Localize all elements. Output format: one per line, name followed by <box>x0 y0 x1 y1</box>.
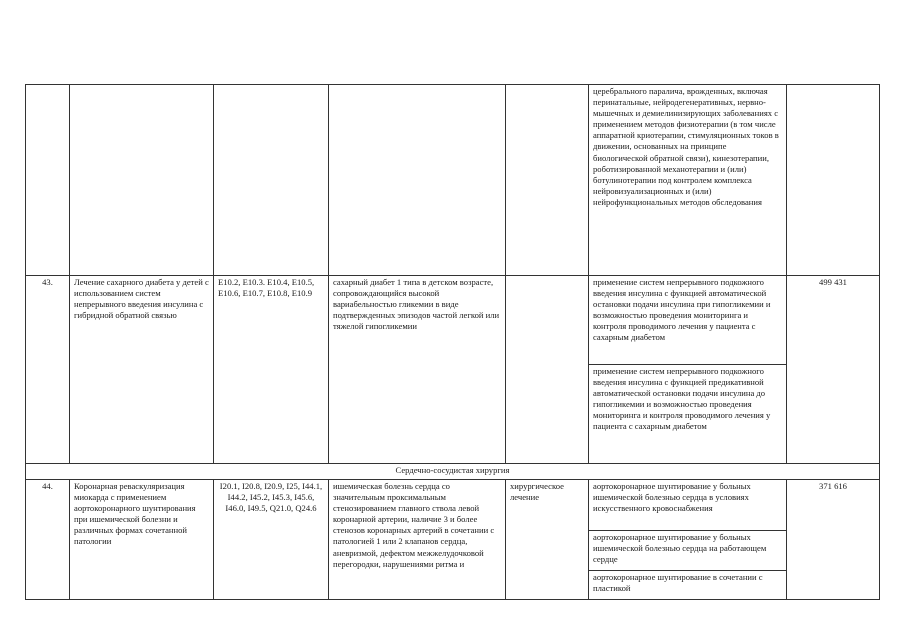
icd-codes: I20.1, I20.8, I20.9, I25, I44.1, I44.2, I45.2, I45.3, I45.6, I46.0, I49.5, Q21.0, Q24.6 <box>214 480 329 600</box>
method-cell: применение систем непрерывного подкожного введения инсулина с функцией предикативной автоматической остановки подачи инсулина до гипогликемии и возможностью проведения мониторинга и контроля проводимого лечения у пациента с сахарным диабетом <box>589 365 787 464</box>
method-cell: аортокоронарное шунтирование у больных ишемической болезнью сердца в условиях искусственного кровоснабжения <box>589 480 787 531</box>
care-type-name: Коронарная реваскуляризация миокарда с применением аортокоронарного шунтирования при ишемической болезни и различных формах сочетанной патологии <box>70 480 214 600</box>
table-row <box>26 276 880 365</box>
cell-empty <box>506 85 589 276</box>
continuation-row <box>26 85 880 276</box>
method-cell: аортокоронарное шунтирование в сочетании с пластикой <box>589 571 787 600</box>
medical-care-table <box>25 84 880 600</box>
cell-empty <box>214 85 329 276</box>
method-cell: аортокоронарное шунтирование у больных ишемической болезнью сердца на работающем сердце <box>589 531 787 571</box>
treatment-type <box>506 276 589 464</box>
care-type-name: Лечение сахарного диабета у детей с использованием систем непрерывного введения инсулина с гибридной обратной связью <box>70 276 214 464</box>
method-cell: применение систем непрерывного подкожного введения инсулина с функцией автоматической остановки подачи инсулина при гипогликемии и возможностью проведения мониторинга и контроля проводимого лечения у пациента с сахарным диабетом <box>589 276 787 365</box>
section-row <box>26 464 880 480</box>
cell-empty <box>787 85 880 276</box>
row-number: 44. <box>26 480 70 600</box>
treatment-type: хирургическое лечение <box>506 480 589 600</box>
cell-empty <box>26 85 70 276</box>
price-value: 371 616 <box>787 480 880 600</box>
row-number: 43. <box>26 276 70 464</box>
cell-empty <box>70 85 214 276</box>
patient-model: ишемическая болезнь сердца со значительным проксимальным стенозированием главного ствола левой коронарной артерии, наличие 3 и более стенозов коронарных артерий в сочетании с патологией 1 или 2 клапанов сердца, аневризмой, дефектом межжелудочковой перегородки, нарушениями ритма и <box>329 480 506 600</box>
icd-codes: E10.2, E10.3. E10.4, E10.5, E10.6, E10.7, E10.8, E10.9 <box>214 276 329 464</box>
cell-empty <box>329 85 506 276</box>
patient-model: сахарный диабет 1 типа в детском возрасте, сопровождающийся высокой вариабельностью гликемии в виде подтвержденных эпизодов частой легкой или тяжелой гипогликемии <box>329 276 506 464</box>
method-cell: церебрального паралича, врожденных, включая перинатальные, нейродегенеративных, нервно-мышечных и демиелинизирующих заболеваниях с применением методов физиотерапии (в том числе аппаратной криотерапии, стимуляционных токов в движении, основанных на принципе биологической обратной связи), кинезотерапии, роботизированной механотерапии и (или) ботулинотерапии под контролем комплекса нейровизуализационных и (или) нейрофункциональных методов обследования <box>589 85 787 276</box>
price-value: 499 431 <box>787 276 880 464</box>
section-title: Сердечно-сосудистая хирургия <box>26 464 880 480</box>
table-row <box>26 480 880 531</box>
